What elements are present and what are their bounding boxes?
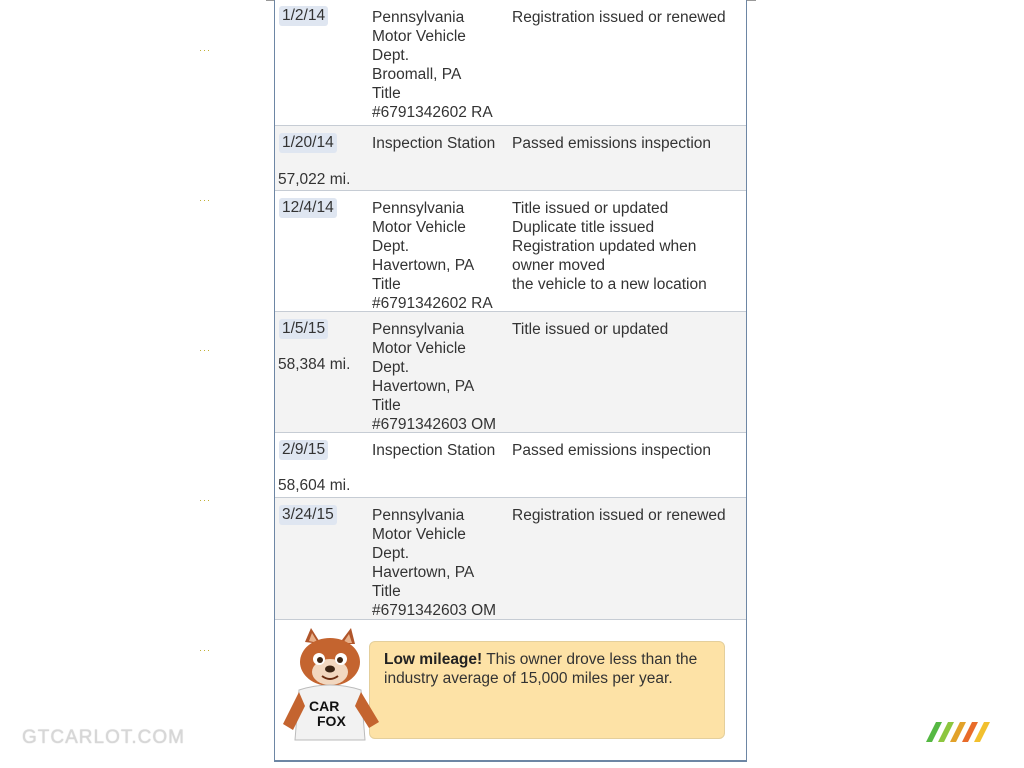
record-date: 1/5/15 — [279, 319, 328, 339]
record-date: 3/24/15 — [279, 505, 337, 525]
history-record — [275, 191, 746, 312]
record-date: 2/9/15 — [279, 440, 328, 460]
record-comment: Title issued or updated Duplicate title issued Registration updated when owner moved the vehicle to a new location — [512, 200, 707, 293]
record-date: 12/4/14 — [279, 198, 337, 218]
record-source: Inspection Station — [372, 442, 496, 459]
margin-marker: ··· — [199, 345, 211, 355]
callout-body: This owner drove less than the industry average of 15,000 miles per year. — [384, 651, 698, 687]
record-comment: Passed emissions inspection — [512, 442, 712, 459]
mascot-shirt-line1: CAR — [309, 698, 340, 714]
record-source: Pennsylvania Motor Vehicle Dept. Havertown, PA Title #6791342603 OM — [372, 321, 497, 433]
callout-headline: Low mileage! — [384, 651, 483, 668]
history-record — [275, 0, 746, 126]
gtcarlot-watermark: GTCARLOT.COM — [22, 727, 185, 748]
record-odometer: 58,604 mi. — [278, 477, 351, 494]
history-record — [275, 498, 746, 620]
record-comment: Registration issued or renewed — [512, 507, 726, 524]
record-odometer: 58,384 mi. — [278, 356, 351, 373]
record-date: 1/2/14 — [279, 6, 328, 26]
mascot-shirt-line2: FOX — [317, 713, 346, 729]
record-source: Pennsylvania Motor Vehicle Dept. Broomall, PA Title #6791342602 RA — [372, 9, 493, 121]
record-source: Pennsylvania Motor Vehicle Dept. Havertown, PA Title #6791342603 OM — [372, 507, 497, 619]
record-source: Inspection Station — [372, 135, 496, 152]
low-mileage-callout — [275, 620, 746, 760]
margin-marker: ··· — [199, 495, 211, 505]
margin-marker: ··· — [199, 45, 211, 55]
margin-marker: ··· — [199, 645, 211, 655]
vehicle-history-report — [274, 0, 747, 762]
history-record — [275, 433, 746, 498]
record-comment: Passed emissions inspection — [512, 135, 712, 152]
record-comment: Registration issued or renewed — [512, 9, 726, 26]
history-record — [275, 312, 746, 433]
record-date: 1/20/14 — [279, 133, 337, 153]
carfox-mascot-icon — [281, 628, 385, 744]
record-odometer: 57,022 mi. — [278, 171, 351, 188]
history-record — [275, 126, 746, 191]
callout-bubble — [369, 641, 725, 739]
record-comment: Title issued or updated — [512, 321, 669, 338]
gtcarlot-logo-icon — [918, 720, 998, 744]
margin-marker: ··· — [199, 195, 211, 205]
callout-text — [384, 650, 718, 688]
record-source: Pennsylvania Motor Vehicle Dept. Havertown, PA Title #6791342602 RA — [372, 200, 493, 312]
